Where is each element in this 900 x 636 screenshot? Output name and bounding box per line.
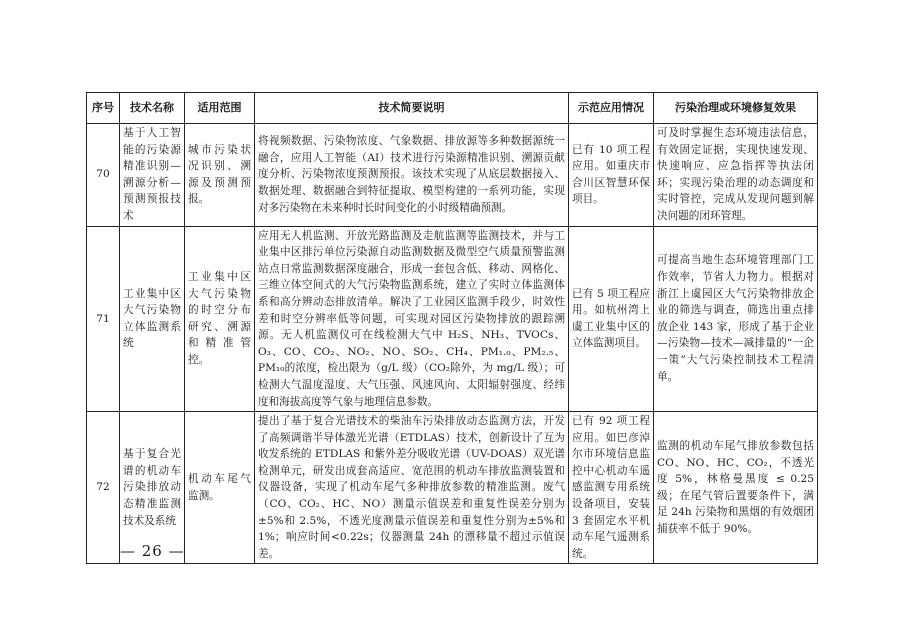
row-number: 71 xyxy=(87,226,120,412)
row-number: 72 xyxy=(87,412,120,564)
header-serial: 序号 xyxy=(87,93,120,124)
demo-application: 已有 92 项工程应用。如巴彦淖尔市环境信息监控中心机动车遥感监测专用系统设备项目，安装 3 套固定水平机动车尾气遥测系统。 xyxy=(569,412,654,564)
tech-name: 基于复合光谱的机动车污染排放动态精准监测技术及系统 xyxy=(120,412,185,564)
table-row xyxy=(87,226,818,412)
header-scope: 适用范围 xyxy=(185,93,255,124)
header-tech-name: 技术名称 xyxy=(120,93,185,124)
header-effect: 污染治理或环境修复效果 xyxy=(654,93,818,124)
technology-table xyxy=(86,92,818,564)
page-number: — 26 — xyxy=(120,542,185,560)
row-number: 70 xyxy=(87,124,120,227)
demo-application: 已有 5 项工程应用。如杭州湾上虞工业集中区的立体监测项目。 xyxy=(569,226,654,412)
tech-scope: 机动车尾气监测。 xyxy=(185,412,255,564)
remediation-effect: 监测的机动车尾气排放参数包括 CO、NO、HC、CO₂，不透光度 5%，林格曼黑度 ≤ 0.25 级；在尾气管后置要条件下，满足 24h 污染物和黑烟的有效烟团捕获率不低于 90%。 xyxy=(654,412,818,564)
table-row xyxy=(87,412,818,564)
table-header-row xyxy=(87,93,818,124)
table-row xyxy=(87,124,818,227)
tech-description: 提出了基于复合光谱技术的柴油车污染排放动态监测方法，开发了高频调谐半导体激光光谱（ETDLAS）技术，创新设计了互为收发系统的 ETDLAS 和紫外差分吸收光谱（UV-DOAS）双光谱检测单元，研发出成套高适应、宽范围的机动车排放监测装置和仪器设备，实现了机动车尾气多种排放参数的精准监测。废气（CO、CO₂、HC、NO）测量示值误差和重复性误差分别为±5%和 2.5%，不透光度测量示值误差和重复性分别为±5%和 1%；响应时间<0.22s；仪器测量 24h 的漂移量不超过示值误差。 xyxy=(255,412,569,564)
remediation-effect: 可提高当地生态环境管理部门工作效率，节省人力物力。根据对浙江上虞园区大气污染物排放企业的筛选与调查，筛选出重点排放企业 143 家，形成了基于企业—污染物—技术—减排量的“一企一策”大气污染控制技术工程清单。 xyxy=(654,226,818,412)
tech-scope: 城市污染状况识别、溯源及预测预报。 xyxy=(185,124,255,227)
demo-application: 已有 10 项工程应用。如重庆市合川区智慧环保项目。 xyxy=(569,124,654,227)
tech-name: 工业集中区大气污染物立体监测系统 xyxy=(120,226,185,412)
header-description: 技术简要说明 xyxy=(255,93,569,124)
tech-scope: 工业集中区大气污染物的时空分布研究、溯源和精准管控。 xyxy=(185,226,255,412)
tech-name: 基于人工智能的污染源精准识别—溯源分析—预测预报技术 xyxy=(120,124,185,227)
header-demo: 示范应用情况 xyxy=(569,93,654,124)
tech-description: 将视频数据、污染物浓度、气象数据、排放源等多种数据源统一融合，应用人工智能（AI）技术进行污染源精准识别、溯源贡献度分析、污染物浓度预测预报。该技术实现了从底层数据接入、数据处理、数据融合到特征提取、模型构建的一系列功能，实现对多污染物在未来种时长时间变化的小时级精确预测。 xyxy=(255,124,569,227)
tech-description: 应用无人机监测、开放光路监测及走航监测等监测技术，并与工业集中区排污单位污染源自动监测数据及微型空气质量预警监测站点日常监测数据深度融合，形成一套包含低、移动、网格化、三维立体空间式的大气污染物监测系统，建立了实时立体监测体系和高分辨动态排放清单。解决了工业园区监测手段少，时效性差和时空分辨率低等问题，可实现对园区污染物排放的跟踪溯源。无人机监测仪可在线检测大气中 H₂S、NH₃、TVOCs、O₃、CO、CO₂、NO₂、NO、SO₂、CH₄、PM₁.₀、PM₂.₅、PM₁₀的浓度，检出限为（g/L 级）（CO₂除外，为 mg/L 级）；可检测大气温度湿度、大气压强、风速风向、太阳辐射强度、经纬度和海拔高度等气象与地理信息参数。 xyxy=(255,226,569,412)
remediation-effect: 可及时掌握生态环境违法信息，有效固定证据，实现快速发现、快速响应、应急指挥等执法闭环；实现污染治理的动态调度和实时管控，完成从发现问题到解决问题的闭环管理。 xyxy=(654,124,818,227)
